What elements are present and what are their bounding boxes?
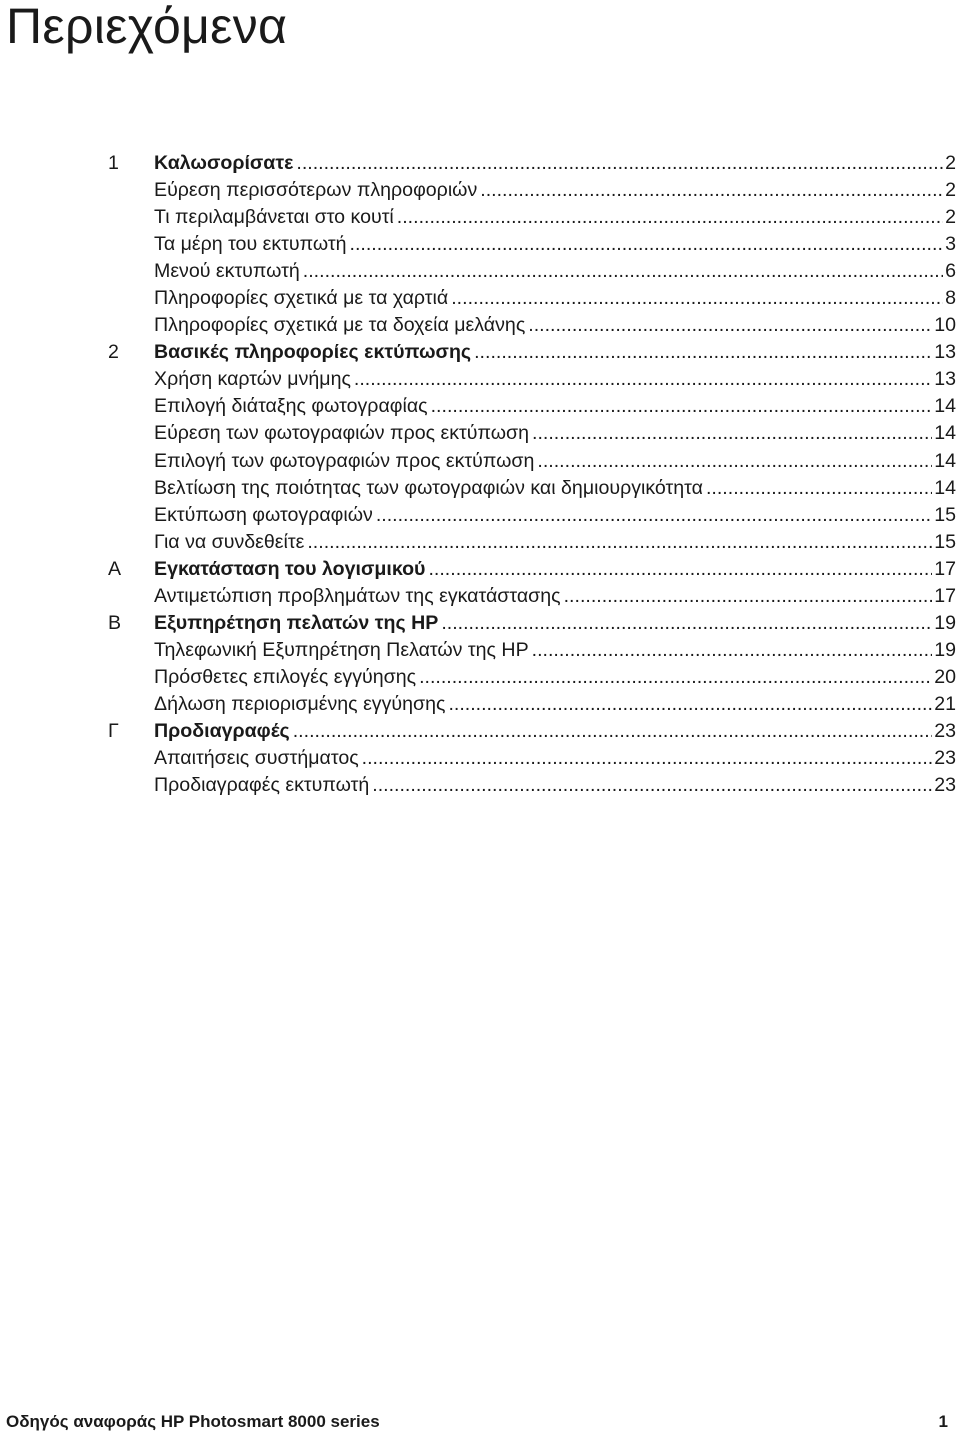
toc-entry-line [154,206,956,229]
toc-entry-title[interactable]: Πληροφορίες σχετικά με τα χαρτιά [154,287,449,310]
toc-entry-line [154,395,956,418]
toc-entry-title[interactable]: Τι περιλαμβάνεται στο κουτί [154,206,394,229]
toc-page-number[interactable]: 8 [945,287,956,310]
toc-entry-line [154,341,956,364]
toc-entry-title[interactable]: Προδιαγραφές εκτυπωτή [154,774,370,797]
toc-dot-leader [537,450,932,473]
toc-page-number[interactable]: 15 [934,503,956,526]
toc-entry-line [154,612,956,635]
toc-entry-title[interactable]: Βασικές πληροφορίες εκτύπωσης [154,341,472,364]
toc-section-entry[interactable] [108,366,956,393]
toc-section-entry[interactable] [108,204,956,231]
toc-entry-line [154,314,956,337]
toc-entry-title[interactable]: Τα μέρη του εκτυπωτή [154,233,347,256]
toc-dot-leader [307,531,932,554]
toc-entry-line [154,152,956,175]
toc-entry-title[interactable]: Εγκατάσταση του λογισμικού [154,557,426,580]
toc-entry-title[interactable]: Εκτύπωση φωτογραφιών [154,503,373,526]
toc-dot-leader [293,720,932,743]
toc-entry-title[interactable]: Εύρεση των φωτογραφιών προς εκτύπωση [154,422,530,445]
toc-entry-title[interactable]: Εύρεση περισσότερων πληροφοριών [154,179,478,202]
toc-page-number[interactable]: 21 [934,692,956,715]
toc-dot-leader [474,341,932,364]
toc-entry-title[interactable]: Για να συνδεθείτε [154,530,305,553]
toc-page-number[interactable]: 2 [945,206,956,229]
toc-page-number[interactable]: 10 [934,314,956,337]
toc-entry-line [154,531,956,554]
toc-section-entry[interactable] [108,312,956,339]
toc-dot-leader [441,612,932,635]
toc-dot-leader [706,477,932,500]
toc-page-number[interactable]: 14 [934,422,956,445]
toc-page-number[interactable]: 14 [934,476,956,499]
toc-dot-leader [480,179,943,202]
toc-entry-line [154,504,956,527]
toc-dot-leader [428,558,932,581]
toc-entry-line [154,422,956,445]
toc-entry-line [154,179,956,202]
toc-page-number[interactable]: 14 [934,449,956,472]
toc-entry-title[interactable]: Δήλωση περιορισμένης εγγύησης [154,692,446,715]
toc-dot-leader [448,693,932,716]
toc-section-entry[interactable] [108,285,956,312]
toc-page-number[interactable]: 19 [934,611,956,634]
toc-page-number[interactable]: 19 [934,638,956,661]
toc-page-number[interactable]: 23 [934,720,956,742]
toc-section-entry[interactable] [108,691,956,718]
table-of-contents [108,150,956,799]
toc-page-number[interactable]: 17 [934,557,956,580]
toc-section-entry[interactable] [108,420,956,447]
toc-page-number[interactable]: 23 [934,747,956,770]
toc-entry-title[interactable]: Χρήση καρτών μνήμης [154,368,351,391]
toc-entry-title[interactable]: Προδιαγραφές [154,720,290,742]
toc-entry-title[interactable]: Πρόσθετες επιλογές εγγύησης [154,665,417,688]
toc-entry-title[interactable]: Επιλογή διάταξης φωτογραφίας [154,395,428,418]
toc-page-number[interactable]: 17 [934,584,956,607]
toc-section-entry[interactable] [108,637,956,664]
toc-section-entry[interactable] [108,664,956,691]
toc-dot-leader [451,287,943,310]
toc-page-number[interactable]: 2 [945,179,956,202]
toc-entry-title[interactable]: Βελτίωση της ποιότητας των φωτογραφιών και δημιουργικότητα [154,476,703,499]
toc-dot-leader [532,639,933,662]
toc-dot-leader [303,260,943,283]
toc-entry-line [154,774,956,797]
toc-entry-title[interactable]: Μενού εκτυπωτή [154,260,300,283]
toc-page-number[interactable]: 2 [945,152,956,175]
footer-guide-title: Οδηγός αναφοράς HP Photosmart 8000 series [6,1412,380,1431]
toc-chapter-number: B [108,611,122,634]
toc-section-entry[interactable] [108,448,956,475]
toc-page-number[interactable]: 13 [934,341,956,364]
toc-dot-leader [362,747,933,770]
toc-dot-leader [350,233,944,256]
toc-dot-leader [532,422,932,445]
toc-dot-leader [419,666,932,689]
toc-dot-leader [376,504,932,527]
page-title: Περιεχόμενα [6,0,288,54]
toc-entry-line [154,585,956,608]
toc-entry-title[interactable]: Καλωσορίσατε [154,152,294,175]
toc-section-entry[interactable] [108,772,956,799]
toc-page-number[interactable]: 3 [945,233,956,256]
toc-page-number[interactable]: 23 [934,774,956,797]
toc-section-entry[interactable] [108,745,956,772]
toc-chapter-number: 2 [108,341,119,364]
toc-dot-leader [397,206,943,229]
toc-entry-line [154,639,956,662]
toc-section-entry[interactable] [108,393,956,420]
toc-chapter-entry[interactable] [108,556,956,583]
toc-section-entry[interactable] [108,475,956,502]
toc-entry-line [154,233,956,256]
toc-chapter-entry[interactable] [108,339,956,366]
toc-chapter-entry[interactable] [108,610,956,637]
toc-page-number[interactable]: 6 [945,260,956,283]
toc-section-entry[interactable] [108,583,956,610]
toc-page-number[interactable]: 13 [934,368,956,391]
toc-entry-line [154,477,956,500]
toc-entry-title[interactable]: Τηλεφωνική Εξυπηρέτηση Πελατών της HP [154,638,529,661]
toc-section-entry[interactable] [108,529,956,556]
toc-dot-leader [564,585,933,608]
toc-section-entry[interactable] [108,177,956,204]
toc-section-entry[interactable] [108,258,956,285]
toc-entry-line [154,558,956,581]
toc-page-number[interactable]: 15 [934,530,956,553]
toc-section-entry[interactable] [108,231,956,258]
page-footer [6,1412,948,1432]
toc-entry-line [154,287,956,310]
toc-entry-line [154,368,956,391]
toc-chapter-entry[interactable] [108,150,956,177]
toc-dot-leader [296,152,943,175]
toc-chapter-entry[interactable] [108,718,956,745]
toc-entry-line [154,747,956,770]
toc-page-number[interactable]: 20 [934,665,956,688]
toc-entry-title[interactable]: Απαιτήσεις συστήματος [154,747,359,770]
toc-entry-line [154,450,956,473]
toc-entry-line [154,720,956,743]
toc-page-number[interactable]: 14 [934,395,956,418]
toc-section-entry[interactable] [108,502,956,529]
toc-entry-title[interactable]: Πληροφορίες σχετικά με τα δοχεία μελάνης [154,314,526,337]
toc-entry-title[interactable]: Εξυπηρέτηση πελατών της HP [154,611,439,634]
toc-chapter-number: 1 [108,152,119,175]
toc-entry-line [154,693,956,716]
toc-dot-leader [528,314,932,337]
toc-chapter-number: A [108,557,122,580]
toc-dot-leader [354,368,932,391]
toc-dot-leader [431,395,933,418]
footer-page-number: 1 [938,1412,948,1431]
toc-entry-line [154,260,956,283]
toc-chapter-number: Γ [108,720,119,742]
toc-dot-leader [372,774,932,797]
toc-entry-title[interactable]: Επιλογή των φωτογραφιών προς εκτύπωση [154,449,535,472]
toc-entry-line [154,666,956,689]
toc-entry-title[interactable]: Αντιμετώπιση προβλημάτων της εγκατάστασης [154,584,561,607]
